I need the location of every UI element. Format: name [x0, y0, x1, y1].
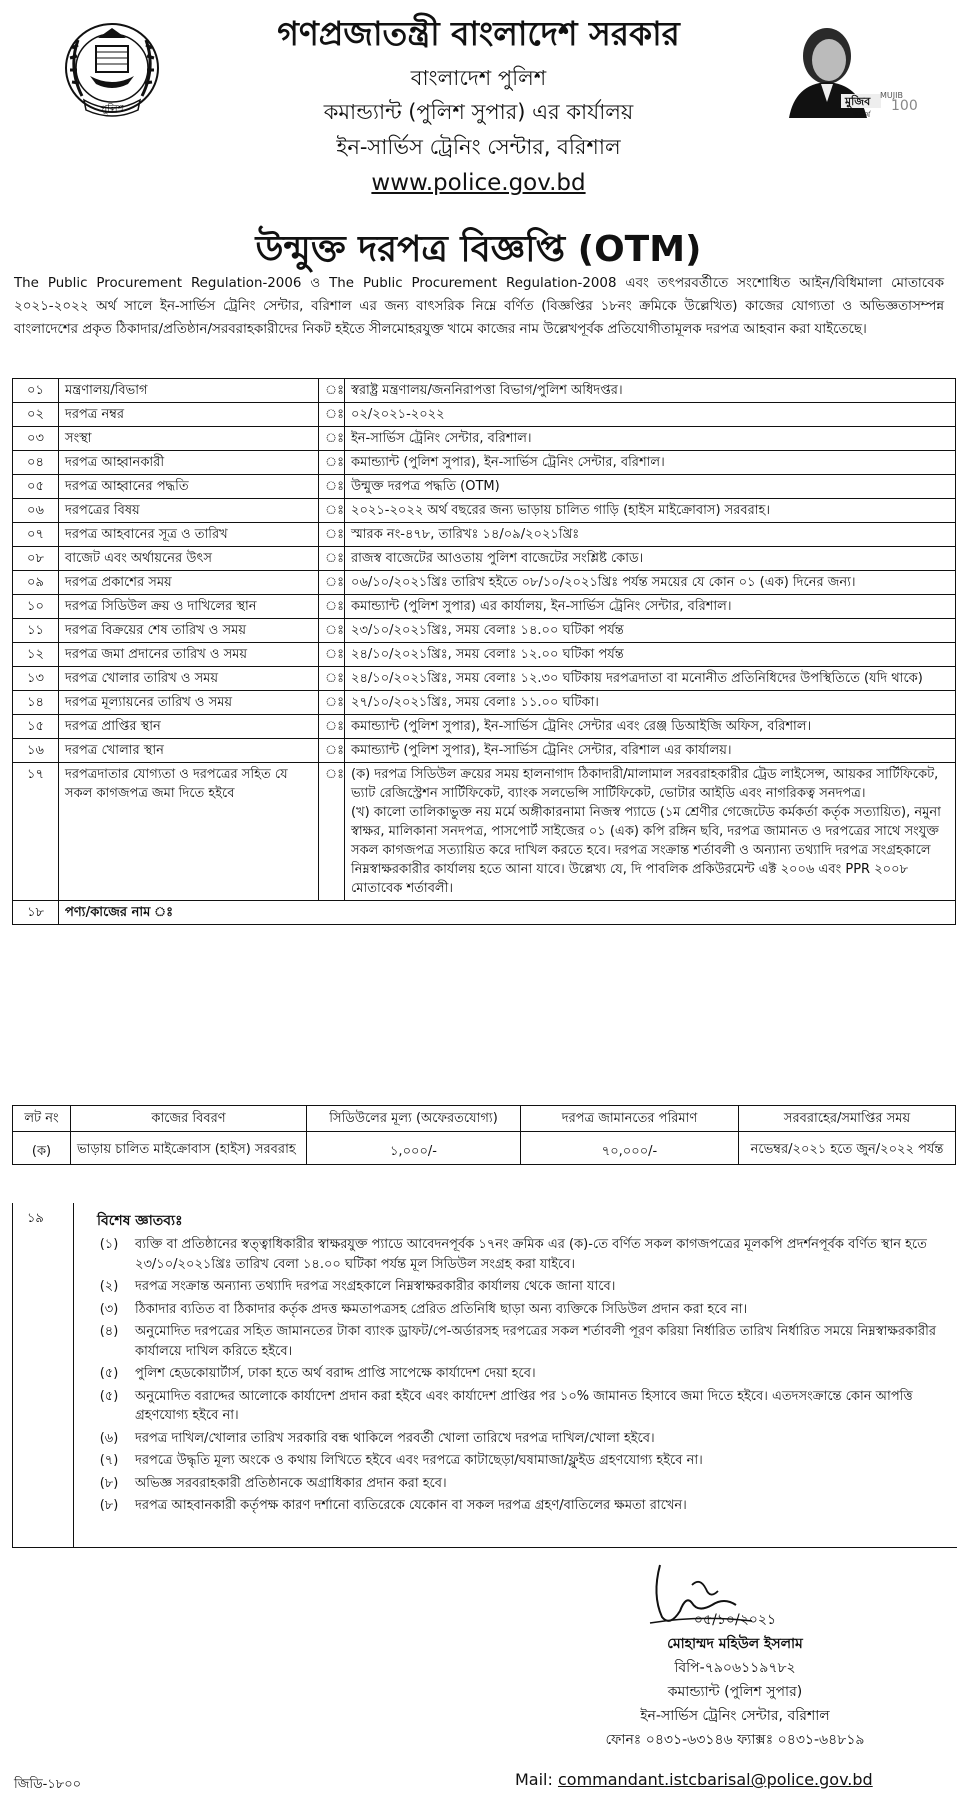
note-text: দরপত্রে উদ্ধৃতি মূল্য অংকে ও কথায় লিখিতে হইবে এবং দরপত্রে কাটাছেড়া/ঘষামাজা/ফ্লুইড গ্রহণযোগ্য হইবে না। [135, 1453, 703, 1468]
row-separator: ঃ [319, 619, 345, 643]
intro-paragraph: The Public Procurement Regulation-2006 ও The Public Procurement Regulation-2008 এবং তৎপরবর্তীতে সংশোধিত আইন/বিধিমালা মোতাবেক ২০২১-২০২২ অর্থ সালে ইন-সার্ভিস ট্রেনিং সেন্টার, বরিশাল এর জন্য বাৎসরিক নিম্নে বর্ণিত (বিজ্ঞপ্তির ১৮নং ক্রমিকে উল্লেখিত) কাজের যোগ্যতা ও অভিজ্ঞতাসম্পন্ন বাংলাদেশের প্রকৃত ঠিকাদার/প্রতিষ্ঠান/সরবরাহকারীদের নিকট হইতে সীলমোহরযুক্ত খামে কাজের নাম উল্লেখপূর্বক প্রতিযোগীতামূলক দরপত্র আহবান করা যাইতেছে। [14, 276, 944, 337]
row-value: ০২/২০২১-২০২২ [345, 403, 956, 427]
government-name: গণপ্রজাতন্ত্রী বাংলাদেশ সরকার [277, 14, 680, 53]
table-row [13, 427, 956, 451]
signatory-bp: বিপি-৭৯০৬১১৯৭৮২ [674, 1660, 796, 1676]
row-value: ২৪/১০/২০২১খ্রিঃ, সময় বেলাঃ ১২.৩০ ঘটিকায় দরপত্রদাতা বা মনোনীত প্রতিনিধিদের উপস্থিতিতে (যদি থাকে) [345, 667, 956, 691]
note-number: (৬) [99, 1430, 119, 1446]
row-separator: ঃ [319, 715, 345, 739]
tender-details-table [12, 378, 956, 925]
row-value: ২৩/১০/২০২১খ্রিঃ, সময় বেলাঃ ১৪.০০ ঘটিকা পর্যন্ত [345, 619, 956, 643]
row-separator: ঃ [319, 595, 345, 619]
row-value: ২৭/১০/২০২১খ্রিঃ, সময় বেলাঃ ১১.০০ ঘটিকা। [345, 691, 956, 715]
mail-label: Mail: [515, 1770, 553, 1789]
lot-description: ভাড়ায় চালিত মাইক্রোবাস (হাইস) সরবরাহ [71, 1132, 307, 1165]
signatory-phone: ফোনঃ ০৪৩১-৬৩১৪৬ ফ্যাক্সঃ ০৪৩১-৬৪৮১৯ [605, 1732, 865, 1748]
department-name: বাংলাদেশ পুলিশ [410, 66, 547, 90]
table-row [13, 379, 956, 403]
signature-date: ০৫/১০/২০২১ [693, 1612, 777, 1628]
lot-row [13, 1132, 956, 1165]
tender-rows [13, 379, 956, 925]
note-text: অনুমোদিত দরপত্রের সহিত জামানতের টাকা ব্যাংক ড্রাফট/পে-অর্ডারসহ দরপত্রের সকল শর্তাবলী পূরণ করিয়া নির্ধারিত তারিখ নির্ধারিত সময়ে নিম্নস্বাক্ষরকারীর কার্যালয়ে দাখিল করিতে হইবে। [135, 1324, 936, 1359]
table-row-17 [13, 763, 956, 901]
centre-name: ইন-সার্ভিস ট্রেনিং সেন্টার, বরিশাল [336, 135, 621, 159]
row-number: ১৩ [13, 667, 59, 691]
signatory-name: মোহাম্মদ মহিউল ইসলাম [667, 1636, 803, 1652]
mail-line [515, 1770, 873, 1789]
row-number: ০৩ [13, 427, 59, 451]
row-label: মন্ত্রণালয়/বিভাগ [59, 379, 319, 403]
row-number: ১২ [13, 643, 59, 667]
row-separator: ঃ [319, 691, 345, 715]
row-separator: ঃ [319, 763, 345, 901]
column-divider [73, 1203, 74, 1547]
table-row [13, 547, 956, 571]
mujib-number: 100 [891, 98, 918, 114]
list-item [83, 1235, 949, 1274]
row-separator: ঃ [319, 523, 345, 547]
row-separator: ঃ [319, 571, 345, 595]
note-text: পুলিশ হেডকোয়ার্টার্স, ঢাকা হতে অর্থ বরাদ্দ প্রাপ্তি সাপেক্ষে কার্যাদেশ দেয়া হবে। [135, 1366, 536, 1381]
special-notes-section [12, 1203, 957, 1548]
note-text: দরপত্র সংক্রান্ত অন্যান্য তথ্যাদি দরপত্র সংগ্রহকালে নিম্নস্বাক্ষরকারীর কার্যালয় থেকে জানা যাবে। [135, 1279, 616, 1294]
row-number: ১৫ [13, 715, 59, 739]
list-item [83, 1474, 949, 1494]
lot-number: (ক) [13, 1132, 71, 1165]
list-item [83, 1364, 949, 1384]
row-label: দরপত্র খোলার স্থান [59, 739, 319, 763]
row-number: ০৯ [13, 571, 59, 595]
list-item [83, 1451, 949, 1471]
table-row [13, 523, 956, 547]
row-separator: ঃ [319, 403, 345, 427]
row-number: ১৯ [27, 1211, 44, 1226]
list-item [83, 1429, 949, 1449]
notice-title: উন্মুক্ত দরপত্র বিজ্ঞপ্তি (OTM) [255, 229, 702, 270]
mail-address-link[interactable]: commandant.istcbarisal@police.gov.bd [557, 1770, 873, 1789]
lot-header-cell: সিডিউলের মূল্য (অফেরতযোগ্য) [307, 1106, 521, 1132]
note-number: (৭) [99, 1453, 119, 1468]
notice-header [0, 0, 957, 270]
note-number: (১) [99, 1237, 119, 1252]
table-row-18 [13, 901, 956, 925]
row-label: দরপত্র নম্বর [59, 403, 319, 427]
note-number: (৫) [99, 1388, 119, 1404]
row-value: কমান্ড্যান্ট (পুলিশ সুপার) এর কার্যালয়, ইন-সার্ভিস ট্রেনিং সেন্টার, বরিশাল। [345, 595, 956, 619]
table-row [13, 739, 956, 763]
table-row [13, 643, 956, 667]
note-number: (৮) [99, 1498, 119, 1513]
table-row [13, 619, 956, 643]
row-label: দরপত্র আহ্বানকারী [59, 451, 319, 475]
row-label: দরপত্র খোলার তারিখ ও সময় [59, 667, 319, 691]
row-number: ১৮ [13, 901, 59, 925]
lot-header-cell: লট নং [13, 1106, 71, 1132]
row-number: ১৬ [13, 739, 59, 763]
note-text: ব্যক্তি বা প্রতিষ্ঠানের স্বত্ত্বাধিকারীর স্বাক্ষরযুক্ত প্যাডে আবেদনপূর্বক ১৭নং ক্রমিক এর (ক)-তে বর্ণিত সকল কাগজপত্রের মূলকপি প্রদর্শনপূর্বক বর্ণিত স্থান হতে ২৩/১০/২০২১খ্রিঃ তারিখ বেলা ১৪.০০ ঘটিকা পর্যন্ত মূল সিডিউল সংগ্রহ করা যাইবে। [135, 1237, 927, 1272]
row-value: ২৪/১০/২০২১খ্রিঃ, সময় বেলাঃ ১২.০০ ঘটিকা পর্যন্ত [345, 643, 956, 667]
schedule-price: ১,০০০/- [307, 1132, 521, 1165]
note-number: (৪) [99, 1324, 119, 1339]
requirement-a: (ক) দরপত্র সিডিউল ক্রয়ের সময় হালনাগাদ ঠিকাদারী/মালামাল সরবরাহকারীর ট্রেড লাইসেন্স, আয়কর সার্টিফিকেট, ভ্যাট রেজিস্ট্রেশন সার্টিফিকেট, ব্যাংক সলভেন্সি সার্টিফিকেট, ভোটার আইডি এবং নাগরিকত্ব সনদপত্র। [351, 767, 939, 801]
note-number: (৮) [99, 1475, 119, 1491]
row-value [345, 763, 956, 901]
row-separator: ঃ [319, 451, 345, 475]
list-item [83, 1277, 949, 1297]
row-separator: ঃ [319, 739, 345, 763]
row-label: বাজেট এবং অর্থায়নের উৎস [59, 547, 319, 571]
row-label: দরপত্র প্রাপ্তির স্থান [59, 715, 319, 739]
row-value: স্মারক নং-৪৭৮, তারিখঃ ১৪/০৯/২০২১খ্রিঃ [345, 523, 956, 547]
row-label: দরপত্র জমা প্রদানের তারিখ ও সময় [59, 643, 319, 667]
note-number: (৩) [99, 1301, 119, 1317]
row-label: দরপত্রদাতার যোগ্যতা ও দরপত্রের সহিত যে সকল কাগজপত্র জমা দিতে হইবে [59, 763, 319, 901]
row-number: ০৫ [13, 475, 59, 499]
emblem-label: পুলিশ [100, 104, 124, 115]
row-label: দরপত্রের বিষয় [59, 499, 319, 523]
note-text: অনুমোদিত বরাদ্দের আলোকে কার্যাদেশ প্রদান করা হইবে এবং কার্যাদেশ প্রাপ্তির পর ১০% জামানত হিসাবে জমা দিতে হইবে। এতদসংক্রান্তে কোন আপত্তি গ্রহণযোগ্য হইবে না। [135, 1388, 913, 1423]
table-row [13, 715, 956, 739]
note-text: অভিজ্ঞ সরবরাহকারী প্রতিষ্ঠানকে অগ্রাধিকার প্রদান করা হবে। [135, 1475, 447, 1491]
note-text: দরপত্র দাখিল/খোলার তারিখ সরকারি বন্ধ থাকিলে পরবর্তী খোলা তারিখে দরপত্র দাখিল/খোলা হইবে। [135, 1430, 655, 1446]
row-number: ০৮ [13, 547, 59, 571]
mujib-sub-label: শতবর্ষ [853, 111, 871, 118]
row-number: ০১ [13, 379, 59, 403]
mujib-en-label: MUJIB [880, 91, 903, 100]
row-number: ১৭ [13, 763, 59, 901]
note-number: (২) [99, 1279, 119, 1294]
table-row [13, 403, 956, 427]
row-value: রাজস্ব বাজেটের আওতায় পুলিশ বাজেটের সংশ্লিষ্ট কোড। [345, 547, 956, 571]
row-value: ২০২১-২০২২ অর্থ বছরের জন্য ভাড়ায় চালিত গাড়ি (হাইস মাইক্রোবাস) সরবরাহ। [345, 499, 956, 523]
row-number: ০৪ [13, 451, 59, 475]
table-row [13, 691, 956, 715]
row-separator: ঃ [319, 643, 345, 667]
lot-table [12, 1105, 956, 1165]
lot-header-cell: কাজের বিবরণ [71, 1106, 307, 1132]
note-text: দরপত্র আহবানকারী কর্তৃপক্ষ কারণ দর্শানো ব্যতিরেকে যেকোন বা সকল দরপত্র গ্রহণ/বাতিলের ক্ষমতা রাখেন। [135, 1498, 687, 1513]
list-item [83, 1496, 949, 1516]
row-separator: ঃ [319, 427, 345, 451]
row-separator: ঃ [319, 667, 345, 691]
row-label: দরপত্র আহবানের সূত্র ও তারিখ [59, 523, 319, 547]
row-number: ১১ [13, 619, 59, 643]
signature-block [590, 1550, 880, 1752]
lot-header-row [13, 1106, 956, 1132]
row-separator: ঃ [319, 475, 345, 499]
row-label: সংস্থা [59, 427, 319, 451]
note-text: ঠিকাদার ব্যতিত বা ঠিকাদার কর্তৃক প্রদত্ত ক্ষমতাপত্রসহ প্রেরিত প্রতিনিধি ছাড়া অন্য ব্যক্তিকে সিডিউল প্রদান করা হবে না। [135, 1301, 748, 1317]
lot-header-cell: সরবরাহের/সমাপ্তির সময় [739, 1106, 956, 1132]
signatory-centre: ইন-সার্ভিস ট্রেনিং সেন্টার, বরিশাল [640, 1708, 830, 1724]
website-link[interactable]: www.police.gov.bd [371, 170, 586, 196]
table-row [13, 667, 956, 691]
row-value: উন্মুক্ত দরপত্র পদ্ধতি (OTM) [345, 475, 956, 499]
row-value: কমান্ড্যান্ট (পুলিশ সুপার), ইন-সার্ভিস ট্রেনিং সেন্টার, বরিশাল। [345, 451, 956, 475]
row-label: দরপত্র সিডিউল ক্রয় ও দাখিলের স্থান [59, 595, 319, 619]
supply-period: নভেম্বর/২০২১ হতে জুন/২০২২ পর্যন্ত [739, 1132, 956, 1165]
list-item [83, 1322, 949, 1361]
row-value: কমান্ড্যান্ট (পুলিশ সুপার), ইন-সার্ভিস ট্রেনিং সেন্টার, বরিশাল এর কার্যালয়। [345, 739, 956, 763]
lot-header-cell: দরপত্র জামানতের পরিমাণ [521, 1106, 739, 1132]
row-number: ১০ [13, 595, 59, 619]
row-number: ০৬ [13, 499, 59, 523]
row-label: দরপত্র আহ্বানের পদ্ধতি [59, 475, 319, 499]
table-row [13, 571, 956, 595]
gd-number: জিডি-১৮০০ [14, 1777, 82, 1792]
special-notes-list [83, 1235, 949, 1519]
row-separator: ঃ [319, 499, 345, 523]
mujib-label: মুজিব [845, 95, 871, 108]
row-label: দরপত্র মূল্যায়নের তারিখ ও সময় [59, 691, 319, 715]
row-value: স্বরাষ্ট্র মন্ত্রণালয়/জননিরাপত্তা বিভাগ/পুলিশ অধিদপ্তর। [345, 379, 956, 403]
row-value: ইন-সার্ভিস ট্রেনিং সেন্টার, বরিশাল। [345, 427, 956, 451]
table-row [13, 451, 956, 475]
row-value: কমান্ড্যান্ট (পুলিশ সুপার), ইন-সার্ভিস ট্রেনিং সেন্টার এবং রেঞ্জ ডিআইজি অফিস, বরিশাল। [345, 715, 956, 739]
list-item [83, 1387, 949, 1426]
row-separator: ঃ [319, 547, 345, 571]
tender-security: ৭০,০০০/- [521, 1132, 739, 1165]
row-separator: ঃ [319, 379, 345, 403]
list-item [83, 1300, 949, 1320]
row-label: দরপত্র বিক্রয়ের শেষ তারিখ ও সময় [59, 619, 319, 643]
row-label: পণ্য/কাজের নাম ঃ [59, 901, 956, 925]
special-notes-title: বিশেষ জ্ঞাতব্যঃ [97, 1213, 183, 1229]
table-row [13, 595, 956, 619]
requirement-b: (খ) কালো তালিকাভুক্ত নয় মর্মে অঙ্গীকারনামা নিজস্ব প্যাডে (১ম শ্রেণীর গেজেটেড কর্মকর্তা কর্তৃক সত্যায়িত), নমুনা স্বাক্ষর, মালিকানা সনদপত্র, পাসপোর্ট সাইজের ০১ (এক) কপি রঙ্গিন ছবি, দরপত্র জামানত ও দরপত্রের সাথে সংযুক্ত সকল কাগজপত্র সত্যায়িত করে দাখিল করতে হবে। দরপত্র সংক্রান্ত শর্তাবলী ও অন্যান্য তথ্যাদি দরপত্র সংগ্রহকালে নিম্নস্বাক্ষরকারীর কার্যালয় হতে আনা যাবে। উল্লেখ্য যে, দি পাবলিক প্রকিউরমেন্ট এক্ট ২০০৬ এবং PPR ২০০৮ মোতাবেক শর্তাবলী। [351, 805, 941, 896]
signatory-designation: কমান্ড্যান্ট (পুলিশ সুপার) [667, 1684, 803, 1700]
table-row [13, 499, 956, 523]
row-label: দরপত্র প্রকাশের সময় [59, 571, 319, 595]
note-number: (৫) [99, 1366, 119, 1381]
row-number: ০৭ [13, 523, 59, 547]
row-number: ০২ [13, 403, 59, 427]
table-row [13, 475, 956, 499]
office-name: কমান্ড্যান্ট (পুলিশ সুপার) এর কার্যালয় [323, 100, 634, 124]
row-value: ০৬/১০/২০২১খ্রিঃ তারিখ হইতে ০৮/১০/২০২১খ্রিঃ পর্যন্ত সময়ের যে কোন ০১ (এক) দিনের জন্য। [345, 571, 956, 595]
row-number: ১৪ [13, 691, 59, 715]
